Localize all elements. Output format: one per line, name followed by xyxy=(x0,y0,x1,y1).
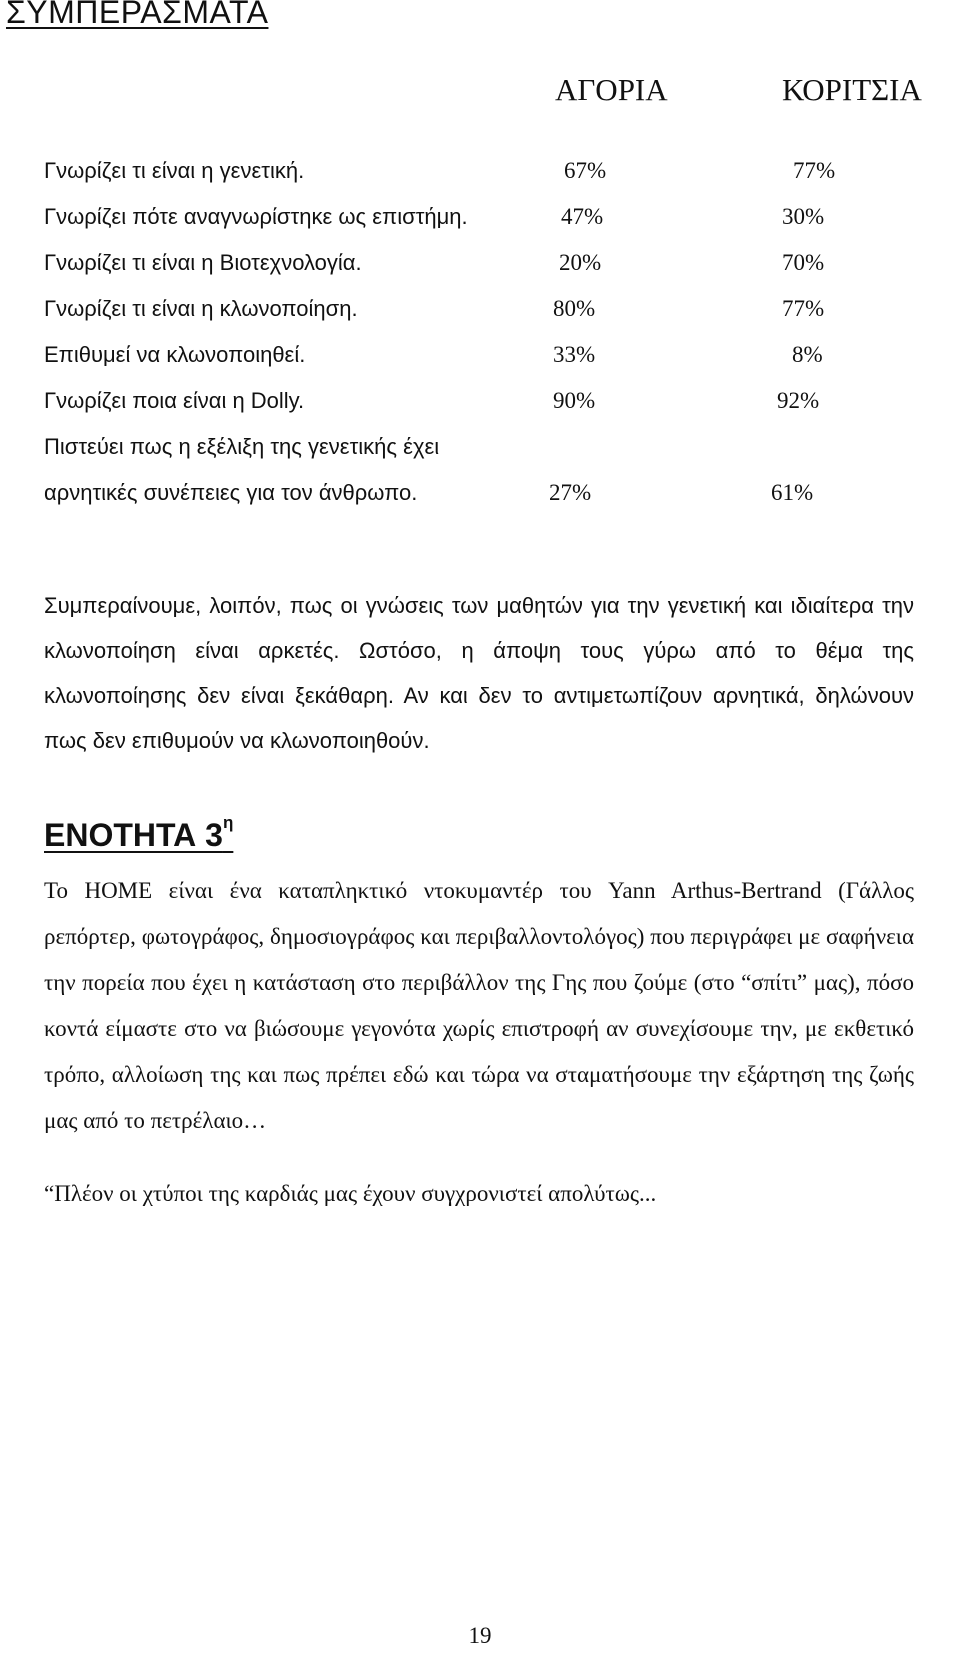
row-value-girls: 92% xyxy=(777,388,820,413)
section-heading-superscript: η xyxy=(222,813,234,833)
conclusion-paragraph: Συμπεραίνουμε, λοιπόν, πως οι γνώσεις των μαθητών για την γενετική και ιδιαίτερα την κλωνοποίηση είναι αρκετές. Ωστόσο, η άποψη τους γύρω από το θέμα της κλωνοποίησης δεν είναι ξεκάθαρη. Αν και δεν το αντιμετωπίζουν αρνητικά, δηλώνουν πως δεν επιθυμούν να κλωνοποιηθούν. xyxy=(44,593,914,753)
row-question: Γνωρίζει τι είναι η γενετική. xyxy=(44,158,305,183)
row-value-girls: 61% xyxy=(771,480,814,505)
row-value-boys: 27% xyxy=(549,480,592,505)
table-row xyxy=(44,382,914,428)
table-row xyxy=(44,428,914,520)
row-value-girls: 8% xyxy=(792,342,823,367)
home-paragraph: Το HOME είναι ένα καταπληκτικό ντοκυμαντέρ του Yann Arthus-Bertrand (Γάλλος ρεπόρτερ, φωτογράφος, δημοσιογράφος και περιβαλλοντολόγος) που περιγράφει με σαφήνεια την πορεία που έχει η κατάσταση στο περιβάλλον της Γης που ζούμε (στο “σπίτι” μας), πόσο κοντά είμαστε στο να βιώσουμε γεγονότα χωρίς επιστροφή αν συνεχίσουμε την, με εκθετικό τρόπο, αλλοίωση της και πως πρέπει εδώ και τώρα να σταματήσουμε την εξάρτηση της ζωής μας από το πετρέλαιο… xyxy=(44,878,914,1133)
row-value-boys: 33% xyxy=(553,342,596,367)
page-number: 19 xyxy=(468,1623,492,1648)
section-heading xyxy=(44,813,234,854)
row-question: Γνωρίζει τι είναι η κλωνοποίηση. xyxy=(44,296,358,321)
row-value-girls: 77% xyxy=(782,296,825,321)
row-value-boys: 80% xyxy=(553,296,596,321)
table-row xyxy=(44,152,914,198)
column-headers xyxy=(0,72,960,112)
row-value-boys: 90% xyxy=(553,388,596,413)
row-value-boys: 20% xyxy=(559,250,602,275)
row-value-girls: 30% xyxy=(782,204,825,229)
quote-line: “Πλέον οι χτύποι της καρδιάς μας έχουν συγχρονιστεί απολύτως... xyxy=(44,1181,657,1206)
table-row xyxy=(44,244,914,290)
row-value-boys: 47% xyxy=(561,204,604,229)
table-row xyxy=(44,198,914,244)
row-question: Γνωρίζει ποια είναι η Dolly. xyxy=(44,388,305,413)
row-question: Επιθυμεί να κλωνοποιηθεί. xyxy=(44,342,306,367)
table-row xyxy=(44,336,914,382)
page-title: ΣΥΜΠΕΡΑΣΜΑΤΑ xyxy=(6,0,269,30)
table-row xyxy=(44,290,914,336)
row-value-girls: 77% xyxy=(793,158,836,183)
column-header-girls: ΚΟΡΙΤΣΙΑ xyxy=(782,72,922,107)
stats-table xyxy=(44,152,914,520)
column-header-boys: ΑΓΟΡΙΑ xyxy=(555,72,668,107)
row-question: Πιστεύει πως η εξέλιξη της γενετικής έχει xyxy=(44,434,440,459)
row-question-line2: αρνητικές συνέπειες για τον άνθρωπο. xyxy=(44,480,418,505)
section-heading-text: ΕΝΟΤΗΤΑ 3 xyxy=(44,817,223,853)
row-value-girls: 70% xyxy=(782,250,825,275)
row-question: Γνωρίζει τι είναι η Βιοτεχνολογία. xyxy=(44,250,362,275)
row-value-boys: 67% xyxy=(564,158,607,183)
row-question: Γνωρίζει πότε αναγνωρίστηκε ως επιστήμη. xyxy=(44,204,468,229)
